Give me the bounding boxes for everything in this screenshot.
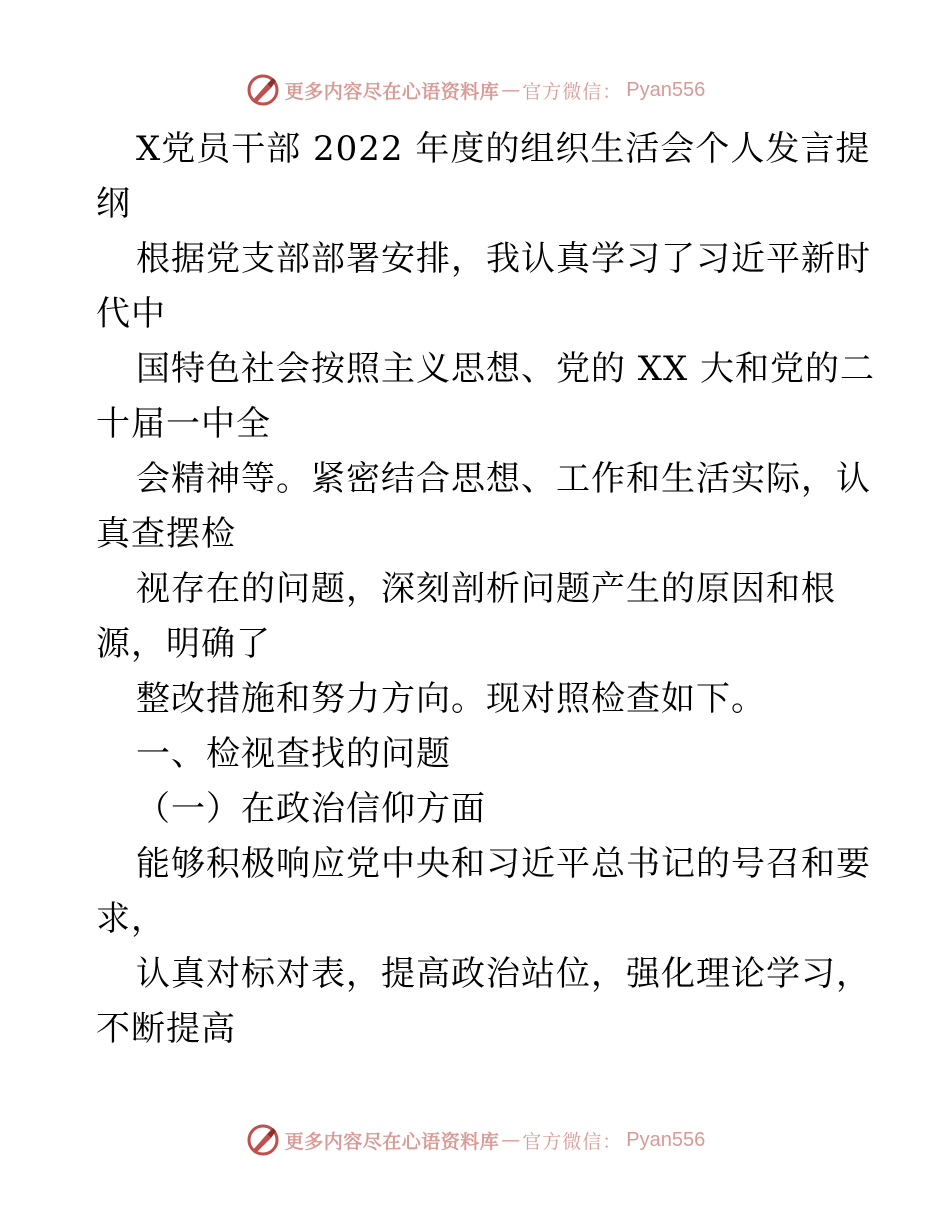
document-line: （一）在政治信仰方面	[136, 789, 486, 829]
document-line: 不断提高	[96, 1009, 236, 1049]
document-line: 会精神等。紧密结合思想、工作和生活实际，认	[136, 459, 871, 499]
document-line: 真查摆检	[96, 514, 236, 554]
document-line: 十届一中全	[96, 404, 271, 444]
banner-promo-text: 更多内容尽在心语资料库	[284, 80, 500, 103]
banner-dash: —	[501, 1129, 521, 1151]
header-banner	[0, 70, 950, 110]
document-body	[96, 122, 876, 1057]
document-line: 视存在的问题，深刻剖析问题产生的原因和根	[136, 569, 836, 609]
document-line: 国特色社会按照主义思想、党的 XX 大和党的二	[136, 349, 876, 389]
document-line: 求，	[96, 899, 166, 939]
banner-wechat-id: Pyan556	[626, 1128, 706, 1151]
banner-wechat-label: 官方微信：	[522, 80, 623, 103]
banner-dash: —	[501, 79, 521, 101]
document-line: X党员干部 2022 年度的组织生活会个人发言提	[136, 129, 871, 169]
document-line: 整改措施和努力方向。现对照检查如下。	[136, 679, 766, 719]
footer-banner	[0, 1120, 950, 1160]
document-line: 源，明确了	[96, 624, 271, 664]
pen-logo-icon	[245, 72, 281, 108]
pen-logo-icon	[245, 1122, 281, 1158]
banner-wechat-label: 官方微信：	[522, 1130, 623, 1153]
banner-wechat-id: Pyan556	[626, 78, 706, 101]
document-line: 代中	[96, 294, 166, 334]
document-line: 根据党支部部署安排，我认真学习了习近平新时	[136, 239, 871, 279]
document-line: 一、检视查找的问题	[136, 734, 451, 774]
document-line: 纲	[96, 184, 131, 224]
document-line: 能够积极响应党中央和习近平总书记的号召和要	[136, 844, 871, 884]
banner-promo-text: 更多内容尽在心语资料库	[284, 1130, 500, 1153]
document-line: 认真对标对表，提高政治站位，强化理论学习，	[136, 954, 871, 994]
